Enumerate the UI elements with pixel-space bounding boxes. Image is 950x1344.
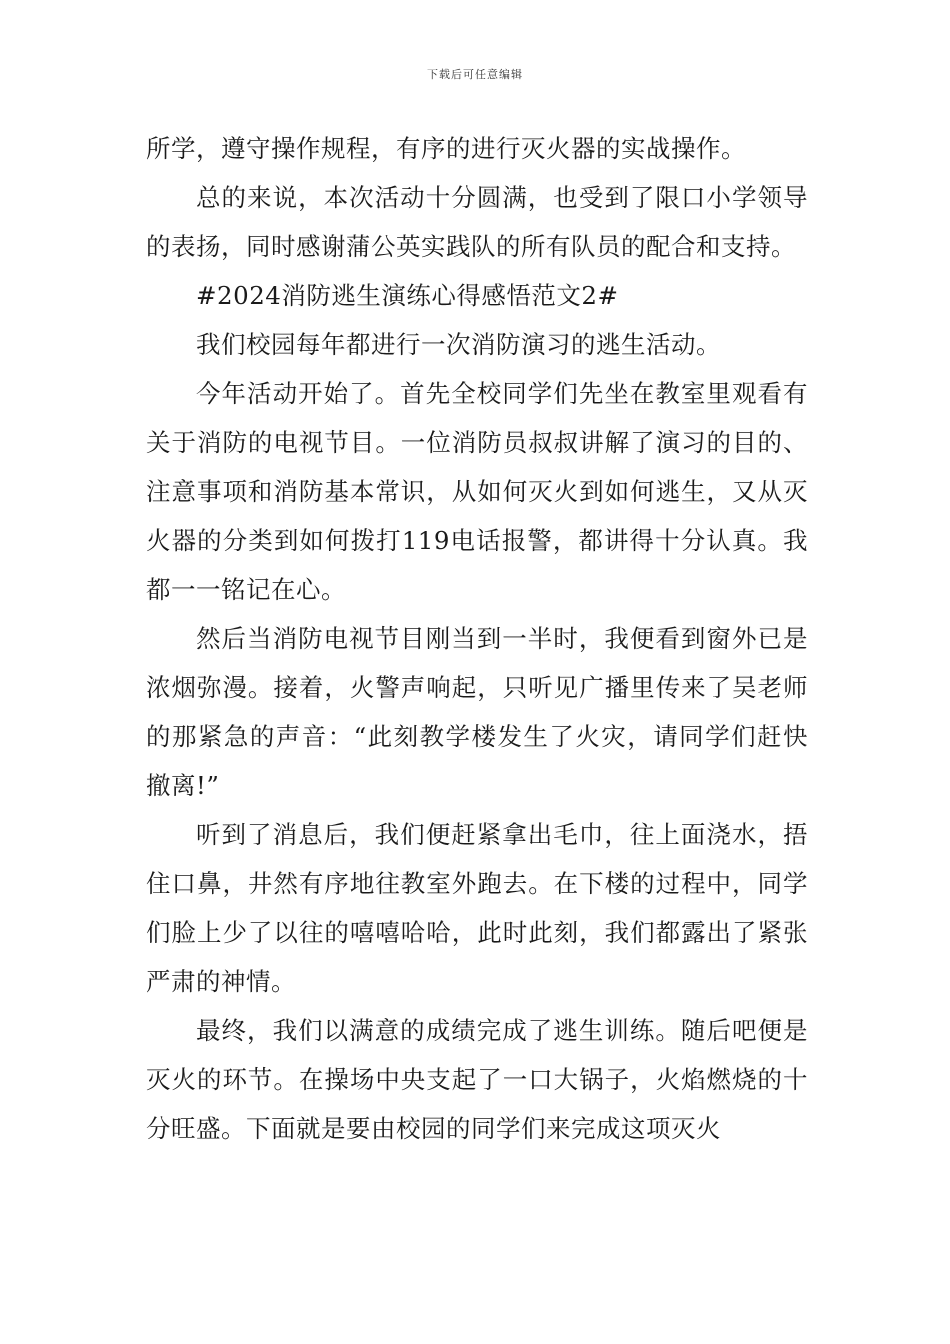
page-header: 下载后可任意编辑: [427, 68, 523, 81]
paragraph-5: 然后当消防电视节目刚当到一半时，我便看到窗外已是浓烟弥漫。接着，火警声响起，只听见广播里传来了吴老师的那紧急的声音：“此刻教学楼发生了火灾，请同学们赶快撤离!”: [146, 624, 808, 800]
paragraph-4: 今年活动开始了。首先全校同学们先坐在教室里观看有关于消防的电视节目。一位消防员叔叔讲解了演习的目的、注意事项和消防基本常识，从如何灭火到如何逃生，又从灭火器的分类到如何拨打119电话报警，都讲得十分认真。我都一一铭记在心。: [146, 379, 808, 604]
document-body: [146, 124, 808, 1153]
paragraph-2: 总的来说，本次活动十分圆满，也受到了限口小学领导的表扬，同时感谢蒲公英实践队的所有队员的配合和支持。: [146, 183, 808, 261]
paragraph-6: 听到了消息后，我们便赶紧拿出毛巾，往上面浇水，捂住口鼻，井然有序地往教室外跑去。在下楼的过程中，同学们脸上少了以往的嘻嘻哈哈，此时此刻，我们都露出了紧张严肃的神情。: [146, 820, 808, 996]
paragraph-7: 最终，我们以满意的成绩完成了逃生训练。随后吧便是灭火的环节。在操场中央支起了一口大锅子，火焰燃烧的十分旺盛。下面就是要由校园的同学们来完成这项灭火: [146, 1016, 808, 1143]
section-heading: #2024消防逃生演练心得感悟范文2#: [196, 281, 619, 310]
paragraph-1: 所学，遵守操作规程，有序的进行灭火器的实战操作。: [146, 134, 746, 163]
paragraph-3: 我们校园每年都进行一次消防演习的逃生活动。: [196, 330, 721, 359]
